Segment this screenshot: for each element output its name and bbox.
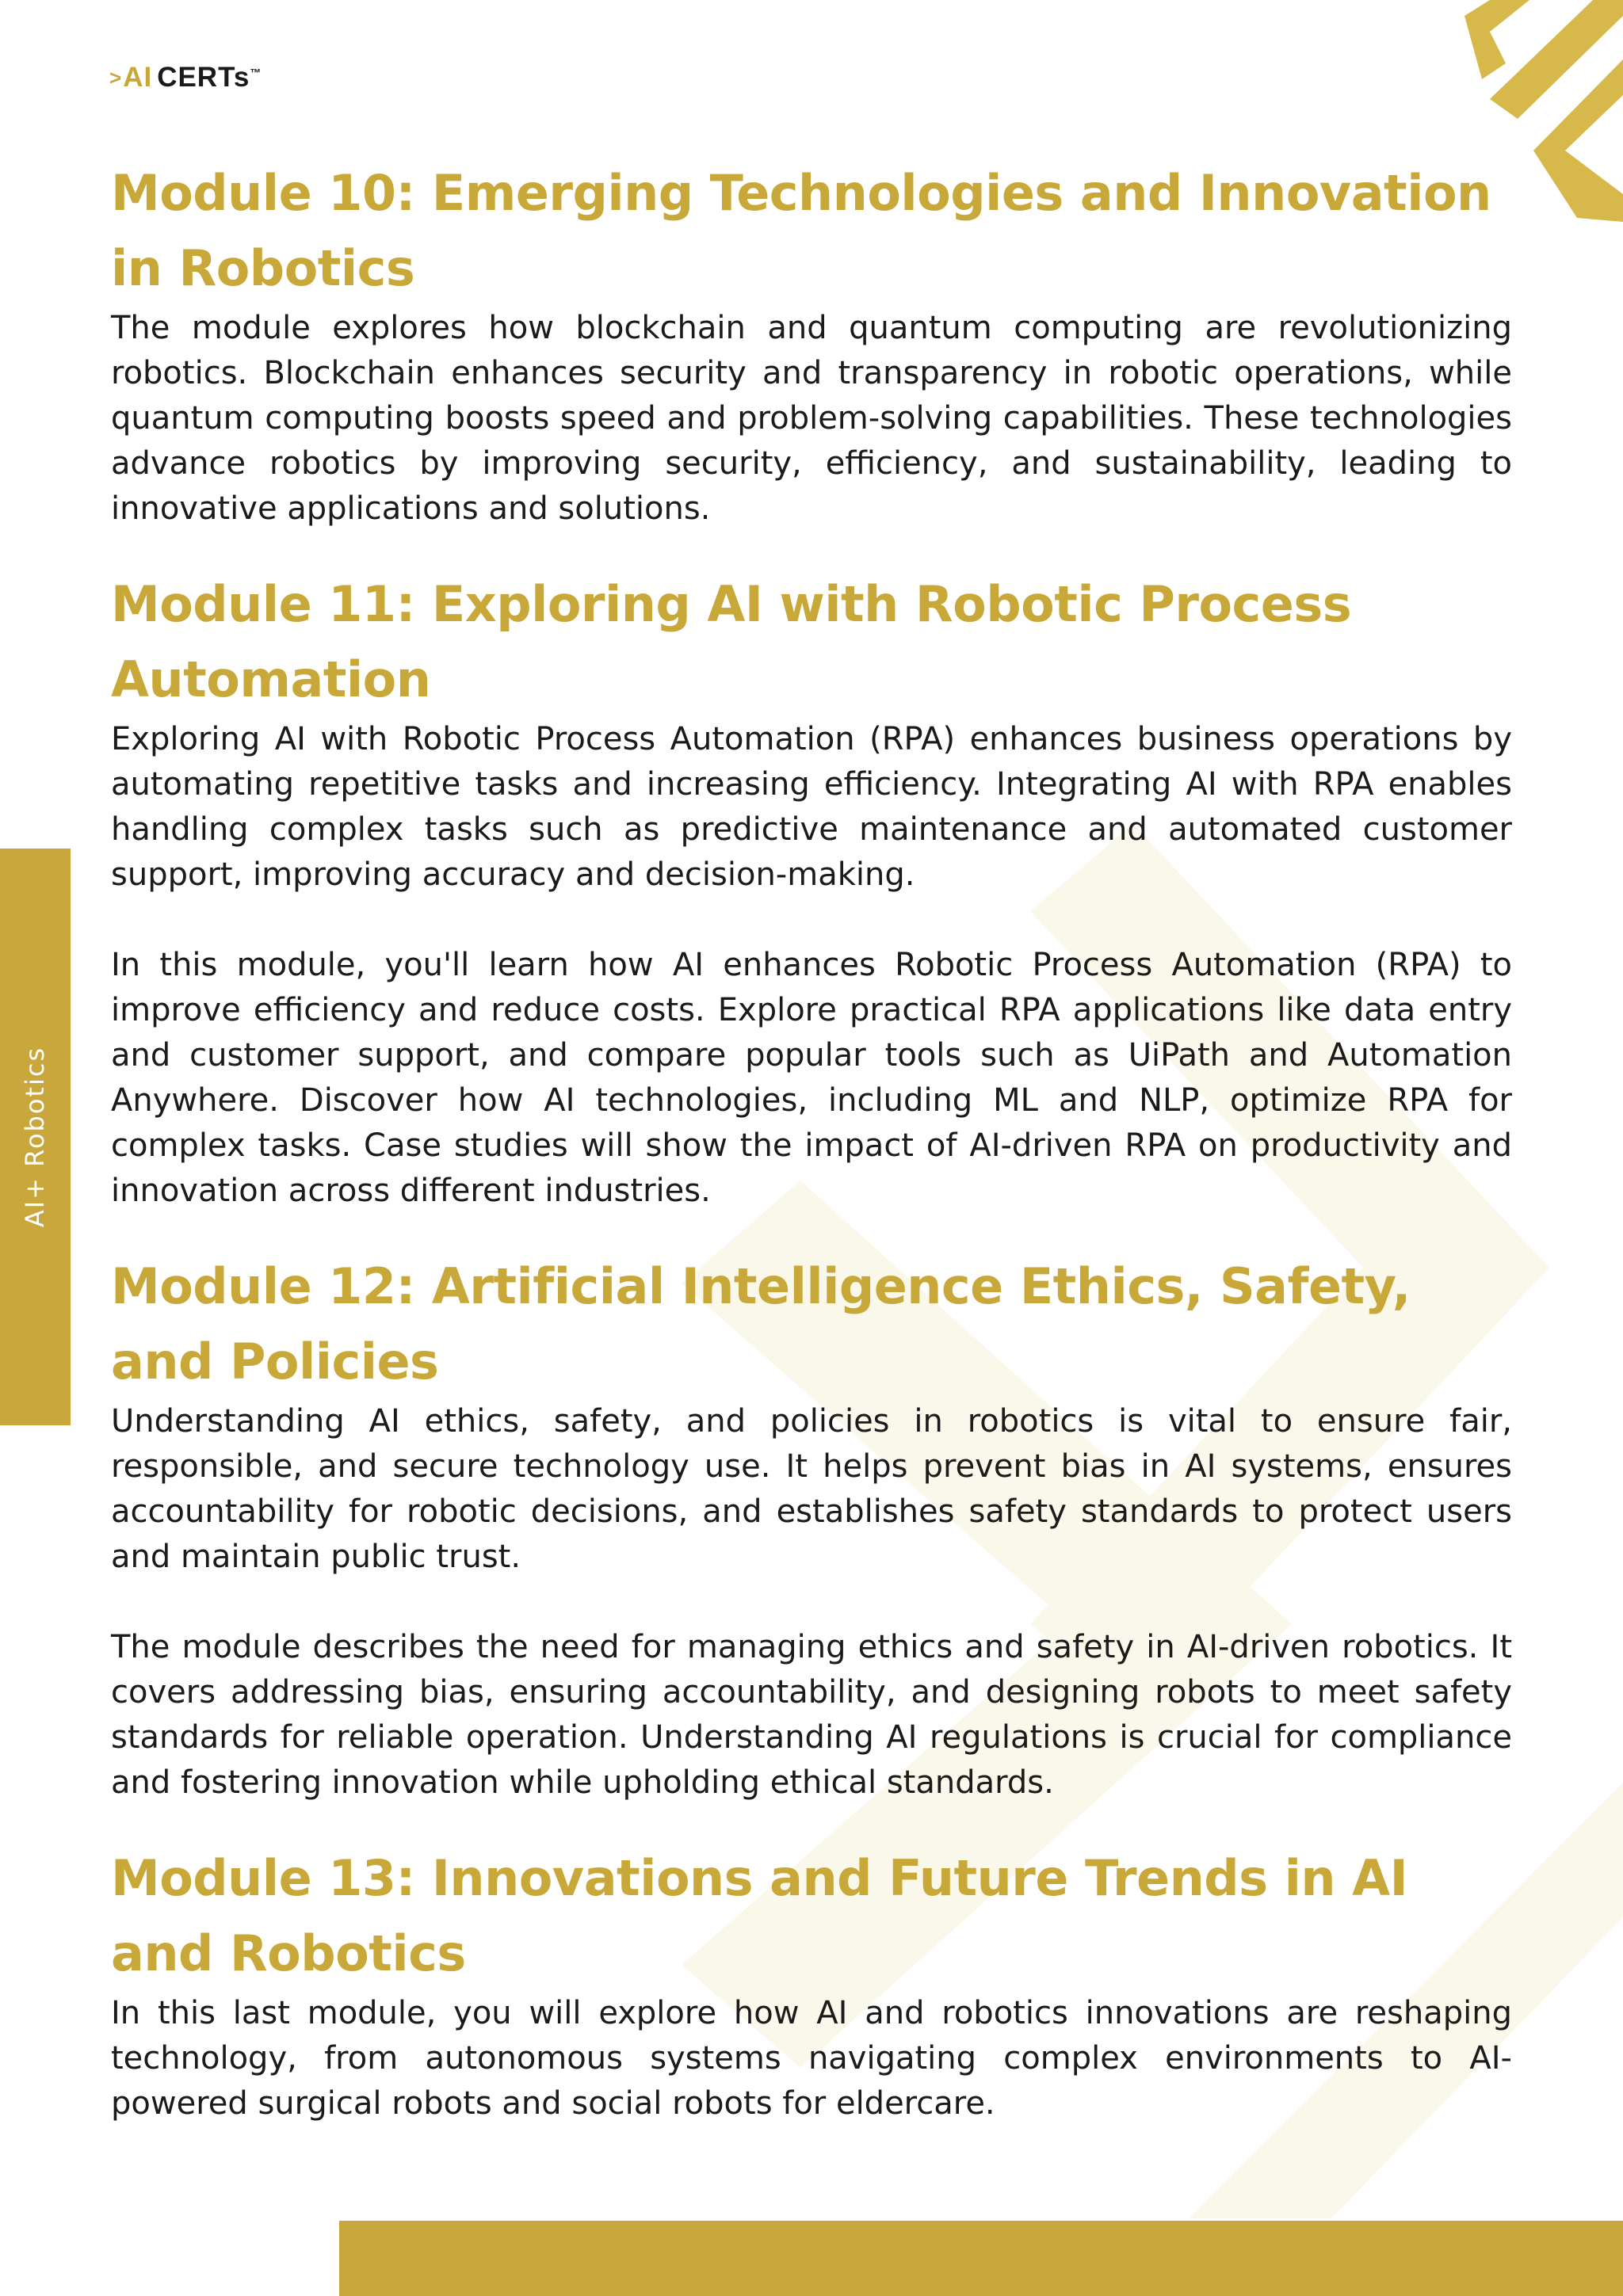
side-tab-label: AI+ Robotics [20, 1046, 51, 1228]
module-12-paragraph-1: Understanding AI ethics, safety, and policies in robotics is vital to ensure fair, responsible, and secure technology use. It helps prevent bias in AI systems, ensures accountability for robotic decisions, and establishes safety standards to protect users and maintain public trust. [111, 1403, 1512, 1575]
module-11 [111, 566, 1512, 1214]
module-12-title: Module 12: Artificial Intelligence Ethics, Safety, and Policies [111, 1257, 1411, 1390]
module-11-title: Module 11: Exploring AI with Robotic Process Automation [111, 575, 1352, 708]
footer-bar [339, 2221, 1623, 2296]
module-12-paragraph-2: The module describes the need for managing ethics and safety in AI-driven robotics. It covers addressing bias, ensuring accountability, and designing robots to meet safety standards for reliable operation. Understanding AI regulations is crucial for compliance and fostering innovation while upholding ethical standards. [111, 1629, 1512, 1801]
module-13 [111, 1840, 1512, 2126]
module-13-paragraph-1: In this last module, you will explore how AI and robotics innovations are reshaping technology, from autonomous systems navigating complex environments to AI-powered surgical robots and social robots for eldercare. [111, 1995, 1512, 2122]
logo-trademark: ™ [250, 66, 262, 79]
logo-ai-text: AI [123, 62, 153, 93]
module-12 [111, 1249, 1512, 1806]
document-body [111, 155, 1512, 2126]
module-10-paragraph-1: The module explores how blockchain and quantum computing are revolutionizing robotics. Blockchain enhances security and transparency in robotic operations, while quantum computing boosts speed and problem-solving capabilities. These technologies advance robotics by improving security, efficiency, and sustainability, leading to innovative applications and solutions. [111, 310, 1512, 527]
module-10 [111, 155, 1512, 532]
module-11-paragraph-1: Exploring AI with Robotic Process Automation (RPA) enhances business operations by automating repetitive tasks and increasing efficiency. Integrating AI with RPA enables handling complex tasks such as predictive maintenance and automated customer support, improving accuracy and decision-making. [111, 721, 1512, 893]
logo-certs-word: CERTs [157, 62, 250, 93]
module-10-title: Module 10: Emerging Technologies and Innovation in Robotics [111, 164, 1491, 297]
module-11-paragraph-2: In this module, you'll learn how AI enhances Robotic Process Automation (RPA) to improve efficiency and reduce costs. Explore practical RPA applications like data entry and customer support, and compare popular tools such as UiPath and Automation Anywhere. Discover how AI technologies, including ML and NLP, optimize RPA for complex tasks. Case studies will show the impact of AI-driven RPA on productivity and innovation across different industries. [111, 947, 1512, 1209]
logo-chevron-icon: > [109, 65, 122, 90]
logo-certs-text [157, 62, 262, 93]
aicerts-logo [109, 62, 262, 93]
side-tab [0, 849, 71, 1425]
module-13-title: Module 13: Innovations and Future Trends in AI and Robotics [111, 1849, 1408, 1982]
